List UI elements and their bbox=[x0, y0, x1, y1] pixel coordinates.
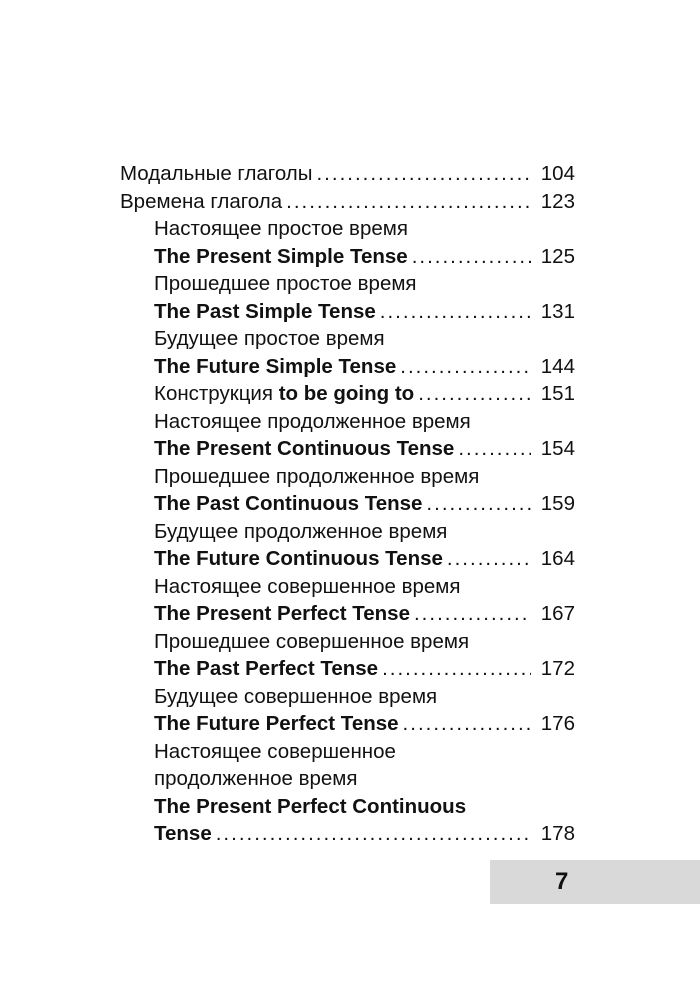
dot-leader bbox=[418, 380, 531, 408]
toc-entry-leader-line bbox=[120, 435, 575, 463]
toc-entry-leader-line bbox=[120, 490, 575, 518]
toc-entry[interactable] bbox=[120, 573, 575, 628]
toc-entry-title-line bbox=[120, 408, 575, 436]
toc-entry-bold-text: The Past Simple Tense bbox=[154, 299, 376, 323]
toc-entry[interactable] bbox=[120, 380, 575, 408]
toc-entry-bold-text: The Future Simple Tense bbox=[154, 354, 397, 378]
toc-page-number: 176 bbox=[540, 712, 575, 735]
toc-entry-title-text: Будущее совершенное время bbox=[154, 684, 438, 708]
toc-entry-title-text: Будущее продолженное время bbox=[154, 519, 448, 543]
toc-entry[interactable] bbox=[120, 408, 575, 463]
toc-entry-plain-text: Времена глагола bbox=[120, 189, 283, 213]
dot-leader bbox=[403, 710, 531, 738]
dot-leader bbox=[412, 243, 531, 271]
toc-entry-title-text: Настоящее совершенное bbox=[154, 739, 396, 763]
toc-entry[interactable] bbox=[120, 188, 575, 216]
toc-entry-last-line-text bbox=[154, 820, 212, 848]
dot-leader bbox=[447, 545, 531, 573]
toc-entry-last-line-text bbox=[154, 353, 396, 381]
toc-entry-title-text: Будущее простое время bbox=[154, 327, 385, 350]
toc-entry-bold-text: to be going to bbox=[278, 382, 415, 405]
toc-entry-bold-text: The Present Continuous Tense bbox=[154, 437, 455, 460]
toc-entry-leader-line bbox=[120, 545, 575, 573]
toc-entry-last-line-text bbox=[154, 380, 414, 408]
toc-entry-title-line bbox=[120, 683, 575, 711]
toc-entry[interactable] bbox=[120, 628, 575, 683]
toc-page-number: 104 bbox=[540, 162, 575, 185]
toc-page-number: 131 bbox=[540, 299, 575, 323]
dot-leader bbox=[414, 600, 531, 628]
toc-entry-title-text: Прошедшее совершенное время bbox=[154, 629, 470, 653]
dot-leader bbox=[380, 298, 531, 326]
toc-entry-last-line-text bbox=[154, 545, 443, 573]
toc-page-number: 178 bbox=[540, 822, 575, 845]
toc-entry-bold-text: The Future Perfect Tense bbox=[154, 712, 399, 735]
toc-page-number: 154 bbox=[540, 437, 575, 460]
toc-entry-bold-text: The Future Continuous Tense bbox=[154, 547, 443, 570]
toc-page-number: 144 bbox=[540, 354, 575, 378]
toc-entry-last-line-text bbox=[154, 710, 399, 738]
toc-entry-leader-line bbox=[120, 655, 575, 683]
dot-leader bbox=[426, 490, 531, 518]
toc-entry-bold-text: Tense bbox=[154, 822, 212, 845]
toc-entry-leader-line bbox=[120, 710, 575, 738]
toc-entry-english-title-text: The Present Perfect Continuous bbox=[154, 794, 467, 818]
dot-leader bbox=[286, 188, 531, 216]
toc-entry-title-text: Прошедшее простое время bbox=[154, 272, 417, 295]
toc-entry-title-line bbox=[120, 325, 575, 353]
toc-entry[interactable] bbox=[120, 325, 575, 380]
toc-entry-bold-text: The Present Perfect Tense bbox=[154, 602, 410, 625]
toc-entry-title-line bbox=[120, 573, 575, 601]
page-number-box bbox=[490, 860, 700, 904]
toc-entry-last-line-text bbox=[154, 435, 454, 463]
toc-entry-last-line-text bbox=[154, 600, 410, 628]
toc-entry-english-title-line bbox=[120, 793, 575, 821]
toc-page-number: 151 bbox=[540, 382, 575, 405]
toc-entry-title-line bbox=[120, 270, 575, 298]
dot-leader bbox=[316, 160, 531, 188]
toc-page-number: 164 bbox=[540, 547, 575, 570]
toc-entry-leader-line bbox=[120, 600, 575, 628]
toc-entry-title-line bbox=[120, 765, 575, 793]
toc-entry-leader-line bbox=[120, 820, 575, 848]
toc-entry[interactable] bbox=[120, 215, 575, 270]
toc-entry-last-line-text bbox=[154, 655, 378, 683]
toc-entry-leader-line bbox=[120, 160, 575, 188]
toc-page-number: 125 bbox=[540, 244, 575, 268]
toc-entry-last-line-text bbox=[154, 490, 422, 518]
toc-entry-plain-text: Модальные глаголы bbox=[120, 162, 313, 185]
toc-entry[interactable] bbox=[120, 270, 575, 325]
toc-entry-last-line-text bbox=[154, 298, 376, 326]
toc-entry[interactable] bbox=[120, 518, 575, 573]
toc-page-number: 167 bbox=[540, 602, 575, 625]
toc-entry-title-text: Настоящее совершенное время bbox=[154, 574, 461, 598]
toc-entry-title-line bbox=[120, 215, 575, 243]
toc-entry-title-text: Настоящее простое время bbox=[154, 217, 408, 240]
toc-entry-bold-text: The Past Continuous Tense bbox=[154, 492, 423, 515]
toc-entry[interactable] bbox=[120, 683, 575, 738]
toc-entry-leader-line bbox=[120, 298, 575, 326]
dot-leader bbox=[382, 655, 531, 683]
toc-entry-bold-text: The Past Perfect Tense bbox=[154, 657, 379, 680]
dot-leader bbox=[458, 435, 531, 463]
table-of-contents bbox=[120, 160, 575, 848]
toc-entry-title-line bbox=[120, 463, 575, 491]
toc-entry-leader-line bbox=[120, 353, 575, 381]
toc-entry-title-line bbox=[120, 518, 575, 546]
toc-entry-title-text: Настоящее продолженное время bbox=[154, 409, 471, 433]
toc-entry-last-line-text bbox=[120, 188, 282, 216]
dot-leader bbox=[216, 820, 531, 848]
toc-entry-title-line bbox=[120, 628, 575, 656]
toc-entry-last-line-text bbox=[120, 160, 312, 188]
toc-page-number: 123 bbox=[540, 189, 575, 213]
toc-entry[interactable] bbox=[120, 738, 575, 848]
toc-page-number: 172 bbox=[540, 657, 575, 680]
toc-entry-leader-line bbox=[120, 243, 575, 271]
dot-leader bbox=[400, 353, 531, 381]
toc-entry[interactable] bbox=[120, 160, 575, 188]
toc-entry-last-line-text bbox=[154, 243, 408, 271]
toc-entry-leader-line bbox=[120, 380, 575, 408]
toc-entry-title-text: Прошедшее продолженное время bbox=[154, 464, 480, 488]
toc-entry-leader-line bbox=[120, 188, 575, 216]
toc-page-number: 159 bbox=[540, 492, 575, 515]
page-number: 7 bbox=[555, 868, 569, 895]
toc-entry-title-line bbox=[120, 738, 575, 766]
toc-entry-title-text: продолженное время bbox=[154, 767, 358, 790]
toc-entry-bold-text: The Present Simple Tense bbox=[154, 244, 408, 268]
toc-entry[interactable] bbox=[120, 463, 575, 518]
toc-entry-plain-text: Конструкция bbox=[154, 382, 279, 405]
